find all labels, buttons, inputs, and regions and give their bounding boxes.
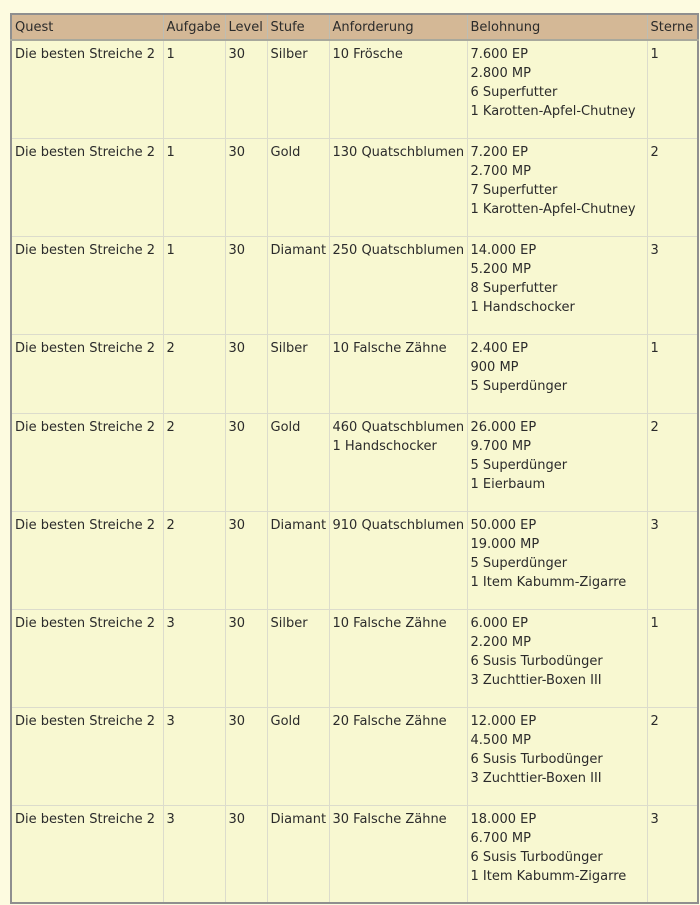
cell-level: 30 (225, 413, 267, 511)
quest-table (10, 13, 699, 904)
table-body (11, 40, 698, 903)
table-row (11, 236, 698, 334)
reward-line: 5 Superdünger (470, 378, 568, 394)
cell-level: 30 (225, 511, 267, 609)
header-anforderung[interactable]: Anforderung (329, 14, 467, 40)
cell-aufgabe: 3 (163, 707, 225, 805)
reward-line: 6 Susis Turbodünger (470, 751, 603, 767)
cell-stufe: Diamant (267, 805, 329, 903)
reward-line: 7.200 EP (470, 144, 528, 160)
cell-belohnung (467, 334, 647, 413)
cell-stufe: Diamant (267, 236, 329, 334)
requirement-line: 30 Falsche Zähne (332, 811, 447, 827)
cell-anforderung (329, 707, 467, 805)
reward-line: 12.000 EP (470, 713, 537, 729)
header-stufe[interactable]: Stufe (267, 14, 329, 40)
requirement-line: 250 Quatschblumen (332, 242, 465, 258)
cell-stufe: Diamant (267, 511, 329, 609)
reward-line: 900 MP (470, 359, 519, 375)
reward-line: 3 Zuchttier-Boxen III (470, 672, 602, 688)
cell-aufgabe: 1 (163, 40, 225, 138)
cell-level: 30 (225, 334, 267, 413)
cell-sterne: 1 (647, 609, 698, 707)
table-row (11, 413, 698, 511)
cell-stufe: Silber (267, 40, 329, 138)
reward-line: 1 Karotten-Apfel-Chutney (470, 201, 636, 217)
cell-sterne: 3 (647, 236, 698, 334)
cell-anforderung (329, 334, 467, 413)
cell-level: 30 (225, 805, 267, 903)
header-aufgabe[interactable]: Aufgabe (163, 14, 225, 40)
reward-line: 4.500 MP (470, 732, 531, 748)
reward-line: 1 Karotten-Apfel-Chutney (470, 104, 636, 119)
reward-line: 8 Superfutter (470, 280, 558, 296)
requirement-line: 10 Falsche Zähne (332, 340, 447, 356)
header-belohnung[interactable]: Belohnung (467, 14, 647, 40)
cell-level: 30 (225, 236, 267, 334)
reward-line: 5 Superdünger (470, 457, 568, 473)
table-row (11, 334, 698, 413)
reward-line: 7.600 EP (470, 47, 528, 62)
reward-line: 3 Zuchttier-Boxen III (470, 770, 602, 786)
reward-line: 9.700 MP (470, 438, 531, 454)
cell-sterne: 2 (647, 138, 698, 236)
header-level[interactable]: Level (225, 14, 267, 40)
requirement-line: 460 Quatschblumen (332, 419, 465, 435)
requirement-line: 10 Falsche Zähne (332, 615, 447, 631)
cell-sterne: 3 (647, 511, 698, 609)
reward-line: 2.400 EP (470, 340, 528, 356)
reward-line: 6 Susis Turbodünger (470, 653, 603, 669)
requirement-line: 1 Handschocker (332, 438, 437, 454)
cell-stufe: Silber (267, 334, 329, 413)
cell-anforderung (329, 413, 467, 511)
cell-aufgabe: 2 (163, 413, 225, 511)
reward-line: 1 Item Kabumm-Zigarre (470, 574, 627, 590)
reward-line: 7 Superfutter (470, 182, 558, 198)
reward-line: 2.700 MP (470, 163, 531, 179)
header-sterne[interactable]: Sterne (647, 14, 698, 40)
cell-stufe: Gold (267, 413, 329, 511)
cell-sterne: 1 (647, 334, 698, 413)
cell-belohnung (467, 413, 647, 511)
reward-line: 6 Superfutter (470, 85, 558, 100)
table-header-row (11, 14, 698, 40)
cell-stufe: Gold (267, 138, 329, 236)
reward-line: 6.000 EP (470, 615, 528, 631)
cell-level: 30 (225, 40, 267, 138)
reward-line: 14.000 EP (470, 242, 537, 258)
reward-line: 26.000 EP (470, 419, 537, 435)
reward-line: 19.000 MP (470, 536, 540, 552)
cell-quest: Die besten Streiche 2 (11, 40, 163, 138)
cell-quest: Die besten Streiche 2 (11, 236, 163, 334)
cell-belohnung (467, 511, 647, 609)
table-row (11, 805, 698, 903)
cell-anforderung (329, 236, 467, 334)
table-row (11, 40, 698, 138)
cell-anforderung (329, 40, 467, 138)
cell-quest: Die besten Streiche 2 (11, 413, 163, 511)
cell-belohnung (467, 609, 647, 707)
cell-belohnung (467, 805, 647, 903)
cell-aufgabe: 3 (163, 609, 225, 707)
cell-belohnung (467, 707, 647, 805)
table-row (11, 511, 698, 609)
reward-line: 6.700 MP (470, 830, 531, 846)
cell-aufgabe: 3 (163, 805, 225, 903)
cell-belohnung (467, 236, 647, 334)
cell-quest: Die besten Streiche 2 (11, 511, 163, 609)
cell-anforderung (329, 805, 467, 903)
reward-line: 1 Item Kabumm-Zigarre (470, 868, 627, 884)
cell-level: 30 (225, 707, 267, 805)
table-row (11, 707, 698, 805)
cell-aufgabe: 2 (163, 334, 225, 413)
cell-quest: Die besten Streiche 2 (11, 609, 163, 707)
requirement-line: 910 Quatschblumen (332, 517, 465, 533)
cell-belohnung (467, 40, 647, 138)
cell-stufe: Gold (267, 707, 329, 805)
reward-line: 50.000 EP (470, 517, 537, 533)
header-quest[interactable]: Quest (11, 14, 163, 40)
reward-line: 1 Eierbaum (470, 476, 546, 492)
requirement-line: 130 Quatschblumen (332, 144, 465, 160)
reward-line: 2.200 MP (470, 634, 531, 650)
cell-aufgabe: 1 (163, 236, 225, 334)
cell-sterne: 3 (647, 805, 698, 903)
requirement-line: 20 Falsche Zähne (332, 713, 447, 729)
cell-anforderung (329, 609, 467, 707)
reward-line: 2.800 MP (470, 66, 531, 81)
cell-aufgabe: 2 (163, 511, 225, 609)
cell-anforderung (329, 511, 467, 609)
table-row (11, 138, 698, 236)
reward-line: 1 Handschocker (470, 299, 575, 315)
cell-quest: Die besten Streiche 2 (11, 334, 163, 413)
cell-aufgabe: 1 (163, 138, 225, 236)
reward-line: 6 Susis Turbodünger (470, 849, 603, 865)
reward-line: 5 Superdünger (470, 555, 568, 571)
requirement-line: 10 Frösche (332, 47, 403, 62)
cell-stufe: Silber (267, 609, 329, 707)
reward-line: 5.200 MP (470, 261, 531, 277)
cell-quest: Die besten Streiche 2 (11, 707, 163, 805)
cell-sterne: 2 (647, 707, 698, 805)
cell-sterne: 1 (647, 40, 698, 138)
table-row (11, 609, 698, 707)
cell-level: 30 (225, 138, 267, 236)
cell-sterne: 2 (647, 413, 698, 511)
cell-anforderung (329, 138, 467, 236)
cell-level: 30 (225, 609, 267, 707)
cell-quest: Die besten Streiche 2 (11, 138, 163, 236)
reward-line: 18.000 EP (470, 811, 537, 827)
cell-belohnung (467, 138, 647, 236)
cell-quest: Die besten Streiche 2 (11, 805, 163, 903)
